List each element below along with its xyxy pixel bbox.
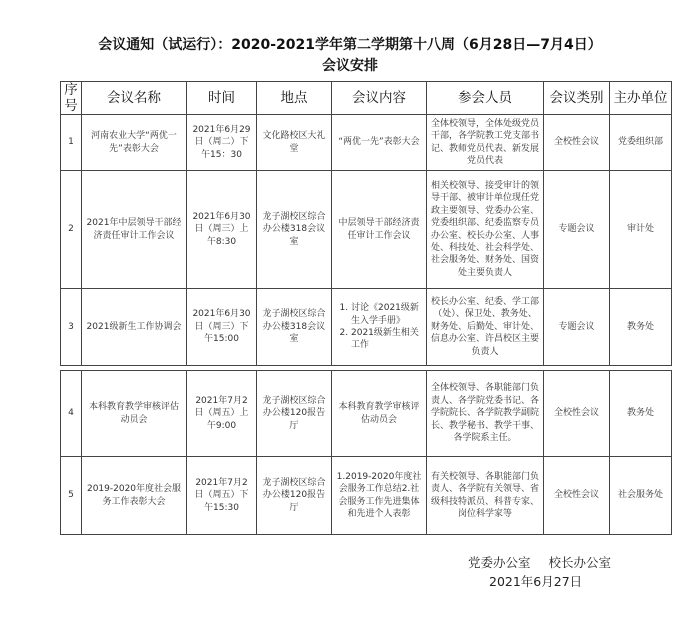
row-place: 龙子湖校区综合办公楼120报告厅 (257, 457, 332, 535)
row-place: 文化路校区大礼堂 (257, 115, 332, 171)
table-row (61, 457, 672, 535)
table-row (61, 171, 672, 289)
row-no: 3 (61, 289, 82, 366)
notice-subtitle: 会议安排 (322, 58, 378, 74)
row-name: 河南农业大学“两优一先”表彰大会 (82, 115, 187, 171)
meeting-table-part1 (60, 81, 672, 366)
row-no: 5 (61, 457, 82, 535)
header-name: 会议名称 (82, 82, 187, 115)
row-place: 龙子湖校区综合办公楼120报告厅 (257, 371, 332, 457)
header-attendees: 参会人员 (427, 82, 544, 115)
header-category: 会议类别 (544, 82, 610, 115)
content-item: 2. 2021级新生相关工作 (351, 327, 422, 352)
row-name: 2021年中层领导干部经济责任审计工作会议 (82, 171, 187, 289)
row-no: 4 (61, 371, 82, 457)
row-attendees: 相关校领导、接受审计的领导干部、被审计单位现任党政主要领导、党委办公室、党委组织部、纪委监察专员办公室、校长办公室、人事处、科技处、社会科学处、社会服务处、财务处、国资处主要负责人 (427, 171, 544, 289)
row-content: 1.2019-2020年度社会服务工作总结2.社会服务工作先进集体和先进个人表彰 (332, 457, 427, 535)
row-name: 2021级新生工作协调会 (82, 289, 187, 366)
row-no: 2 (61, 171, 82, 289)
header-host: 主办单位 (610, 82, 672, 115)
row-attendees: 校长办公室、纪委、学工部（处）、保卫处、教务处、财务处、后勤处、审计处、信息办公室、许昌校区主要负责人 (427, 289, 544, 366)
issuing-offices (468, 553, 611, 571)
header-no: 序号 (61, 82, 82, 115)
table-row (61, 115, 672, 171)
row-place: 龙子湖校区综合办公楼318会议室 (257, 289, 332, 366)
row-category: 全校性会议 (544, 115, 610, 171)
row-time: 2021年7月2日（周五）上午9:00 (187, 371, 257, 457)
row-category: 专题会议 (544, 289, 610, 366)
header-time: 时间 (187, 82, 257, 115)
row-place: 龙子湖校区综合办公楼318会议室 (257, 171, 332, 289)
notice-title: 会议通知（试运行）：2020-2021学年第二学期第十八周（6月28日—7月4日） (98, 37, 602, 53)
row-attendees: 全体校领导，全体处级党员干部，各学院教工党支部书记、教师党员代表、新发展党员代表 (427, 115, 544, 171)
row-name: 本科教育教学审核评估动员会 (82, 371, 187, 457)
row-time: 2021年7月2日（周五）下午15:30 (187, 457, 257, 535)
row-host: 教务处 (610, 371, 672, 457)
row-time: 2021年6月30日（周三）下午15:00 (187, 289, 257, 366)
row-attendees: 全体校领导、各职能部门负责人、各学院党委书记、各学院院长、各学院教学副院长、教学秘书、教学干事、各学院系主任。 (427, 371, 544, 457)
table-header-row (61, 82, 672, 115)
row-content: 中层领导干部经济责任审计工作会议 (332, 171, 427, 289)
row-time: 2021年6月29日（周二）下午15：30 (187, 115, 257, 171)
content-item: 1. 讨论《2021级新生入学手册》 (351, 302, 422, 327)
row-category: 全校性会议 (544, 457, 610, 535)
row-host: 教务处 (610, 289, 672, 366)
row-category: 专题会议 (544, 171, 610, 289)
row-content: “两优一先”表彰大会 (332, 115, 427, 171)
table-row (61, 289, 672, 366)
row-host: 党委组织部 (610, 115, 672, 171)
meeting-table-part2 (60, 370, 672, 535)
header-content: 会议内容 (332, 82, 427, 115)
header-place: 地点 (257, 82, 332, 115)
president-office: 校长办公室 (548, 555, 612, 570)
row-name: 2019-2020年度社会服务工作表彰大会 (82, 457, 187, 535)
row-host: 社会服务处 (610, 457, 672, 535)
party-office: 党委办公室 (468, 555, 531, 570)
row-time: 2021年6月30日（周三）上午8:30 (187, 171, 257, 289)
row-host: 审计处 (610, 171, 672, 289)
row-content (332, 289, 427, 366)
row-attendees: 有关校领导、各职能部门负责人、各学院有关领导、省级科技特派员、科普专家、岗位科学家等 (427, 457, 544, 535)
row-category: 全校性会议 (544, 371, 610, 457)
issue-date: 2021年6月27日 (489, 574, 583, 589)
table-row (61, 371, 672, 457)
row-no: 1 (61, 115, 82, 171)
row-content: 本科教育教学审核评估动员会 (332, 371, 427, 457)
